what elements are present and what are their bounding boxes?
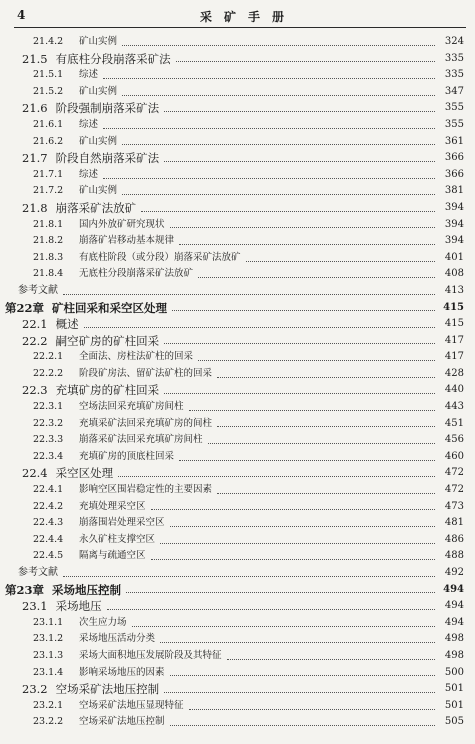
toc-page-number: 417 bbox=[444, 334, 464, 346]
toc-entry-row bbox=[0, 482, 475, 499]
toc-entry-row bbox=[0, 134, 475, 151]
toc-entry-title: 有底柱阶段（或分段）崩落采矿法放矿 bbox=[79, 251, 241, 263]
toc-entry-number: 22.4.2 bbox=[33, 500, 64, 512]
toc-entry-title: 矿山实例 bbox=[79, 85, 118, 97]
toc-entry-number: 21.8.1 bbox=[33, 218, 64, 230]
toc-page-number: 335 bbox=[444, 52, 464, 64]
toc-chapter-row bbox=[0, 582, 475, 599]
toc-entry-number: 21.5 bbox=[22, 51, 48, 66]
dot-leader bbox=[170, 725, 435, 726]
toc-entry-title: 嗣空矿房的矿柱回采 bbox=[55, 333, 160, 348]
toc-entry-row bbox=[0, 449, 475, 466]
toc-entry-number: 21.8.2 bbox=[33, 235, 64, 247]
dot-leader bbox=[217, 426, 435, 427]
toc-entry-number: 23.1 bbox=[22, 599, 48, 614]
toc-page-number: 440 bbox=[444, 384, 464, 396]
toc-entry-number: 23.1.3 bbox=[33, 649, 64, 661]
toc-entry-title: 综述 bbox=[79, 168, 99, 180]
toc-page-number: 494 bbox=[443, 583, 464, 595]
toc-page-number: 366 bbox=[444, 168, 464, 180]
toc-page-number: 381 bbox=[444, 185, 464, 197]
toc-entry-row bbox=[0, 34, 475, 51]
toc-entry-number: 21.6.1 bbox=[33, 118, 64, 130]
toc-entry-row bbox=[0, 598, 475, 615]
toc-entry-title: 矿山实例 bbox=[79, 185, 118, 197]
dot-leader bbox=[160, 543, 435, 544]
dot-leader bbox=[151, 559, 435, 560]
toc-entry-number: 22.3.4 bbox=[33, 450, 64, 462]
toc-entry-row bbox=[0, 84, 475, 101]
toc-entry-title: 阶段强制崩落采矿法 bbox=[55, 101, 160, 116]
dot-leader bbox=[198, 360, 435, 361]
toc-entry-row bbox=[0, 714, 475, 731]
dot-leader bbox=[179, 244, 435, 245]
toc-entry-row bbox=[0, 233, 475, 250]
toc-entry-row bbox=[0, 515, 475, 532]
toc-entry-title: 空场采矿法地压控制 bbox=[79, 716, 165, 728]
toc-entry-title: 采场大面积地压发展阶段及其特征 bbox=[79, 649, 222, 661]
toc-entry-number: 21.6.2 bbox=[33, 135, 64, 147]
toc-page-number: 498 bbox=[444, 649, 464, 661]
toc-entry-title: 崩落围岩处理采空区 bbox=[79, 517, 165, 529]
toc-entry-title: 阶段矿房法、留矿法矿柱的回采 bbox=[79, 367, 213, 379]
dot-leader bbox=[63, 294, 435, 295]
toc-page-number: 472 bbox=[444, 467, 464, 479]
toc-entry-row bbox=[0, 615, 475, 632]
toc-entry-number: 21.5.1 bbox=[33, 69, 64, 81]
toc-entry-row bbox=[0, 250, 475, 267]
toc-page-number: 498 bbox=[444, 633, 464, 645]
toc-page-number: 408 bbox=[444, 268, 464, 280]
toc-page-number: 443 bbox=[444, 401, 464, 413]
dot-leader bbox=[122, 95, 435, 96]
page-number: 4 bbox=[17, 8, 26, 22]
toc-page-number: 456 bbox=[444, 434, 464, 446]
toc-page-number: 394 bbox=[444, 201, 464, 213]
toc-references-row bbox=[0, 565, 475, 582]
toc-page-number: 494 bbox=[444, 600, 464, 612]
toc-entry-number: 22.3.2 bbox=[33, 417, 64, 429]
toc-entry-title: 采场地压 bbox=[55, 599, 102, 614]
toc-entry-row bbox=[0, 349, 475, 366]
dot-leader bbox=[151, 509, 435, 510]
toc-page-number: 335 bbox=[444, 69, 464, 81]
toc-entry-title: 矿柱回采和采空区处理 bbox=[52, 300, 168, 315]
toc-entry-title: 崩落矿岩移动基本规律 bbox=[79, 235, 175, 247]
toc-entry-number: 21.6 bbox=[22, 101, 48, 116]
toc-entry-number: 22.3 bbox=[22, 383, 48, 398]
toc-entry-title: 参考文献 bbox=[18, 284, 58, 296]
toc-entry-number: 22.1 bbox=[22, 317, 48, 332]
toc-page-number: 472 bbox=[444, 484, 464, 496]
toc-entry-row bbox=[0, 432, 475, 449]
toc-entry-title: 参考文献 bbox=[18, 567, 58, 578]
toc-entry-number: 21.7 bbox=[22, 151, 48, 166]
toc-entry-row bbox=[0, 548, 475, 565]
toc-entry-row bbox=[0, 648, 475, 665]
toc-entry-number: 21.8 bbox=[22, 200, 48, 215]
book-title: 采矿手册 bbox=[200, 10, 297, 24]
toc-entry-row bbox=[0, 631, 475, 648]
toc-entry-title: 无底柱分段崩落采矿法放矿 bbox=[79, 268, 194, 280]
toc-entry-number: 第23章 bbox=[5, 582, 45, 597]
toc-page-number: 361 bbox=[444, 135, 464, 147]
toc-entry-title: 空场法回采充填矿房间柱 bbox=[79, 401, 184, 413]
toc-page-number: 473 bbox=[444, 500, 464, 512]
dot-leader bbox=[217, 377, 435, 378]
toc-entry-title: 崩落采矿法回采充填矿房间柱 bbox=[79, 434, 203, 446]
toc-entry-title: 永久矿柱支撑空区 bbox=[79, 533, 156, 545]
toc-page-number: 488 bbox=[444, 550, 464, 562]
toc-entry-number: 23.1.2 bbox=[33, 633, 64, 645]
toc-page-number: 501 bbox=[444, 683, 464, 695]
toc-entry-number: 23.2 bbox=[22, 682, 48, 697]
toc-entry-number: 21.8.4 bbox=[33, 268, 64, 280]
toc-entry-title: 充填采矿法回采充填矿房的间柱 bbox=[79, 417, 213, 429]
dot-leader bbox=[227, 659, 435, 660]
toc-entry-number: 22.3.1 bbox=[33, 401, 64, 413]
toc-entry-title: 有底柱分段崩落采矿法 bbox=[55, 51, 171, 66]
toc-entry-title: 影响空区围岩稳定性的主要因素 bbox=[79, 484, 213, 496]
toc-page-number: 355 bbox=[444, 102, 464, 114]
dot-leader bbox=[141, 211, 435, 212]
toc-entry-title: 矿山实例 bbox=[79, 135, 118, 147]
toc-entry-row bbox=[0, 698, 475, 715]
toc-entry-row bbox=[0, 100, 475, 117]
dot-leader bbox=[164, 692, 435, 693]
toc-entry-number: 21.5.2 bbox=[33, 85, 64, 97]
toc-entry-number: 22.2.1 bbox=[33, 351, 64, 363]
toc-entry-number: 23.1.4 bbox=[33, 666, 64, 678]
toc-page-number: 492 bbox=[444, 567, 464, 578]
toc-entry-number: 21.8.3 bbox=[33, 251, 64, 263]
toc-entry-title: 矿山实例 bbox=[79, 36, 118, 47]
toc-entry-row bbox=[0, 665, 475, 682]
dot-leader bbox=[122, 144, 435, 145]
dot-leader bbox=[103, 78, 435, 79]
dot-leader bbox=[170, 227, 435, 228]
dot-leader bbox=[170, 526, 435, 527]
toc-page-number: 451 bbox=[444, 417, 464, 429]
toc-page-number: 413 bbox=[444, 284, 464, 296]
toc-page-number: 486 bbox=[444, 533, 464, 545]
dot-leader bbox=[122, 194, 435, 195]
toc-entry-number: 21.7.2 bbox=[33, 185, 64, 197]
toc-page-number: 481 bbox=[444, 517, 464, 529]
toc-entry-row bbox=[0, 366, 475, 383]
toc-page-number: 415 bbox=[444, 318, 464, 330]
toc-entry-row bbox=[0, 200, 475, 217]
dot-leader bbox=[246, 261, 435, 262]
toc-entry-number: 22.4.3 bbox=[33, 517, 64, 529]
toc-page-number: 417 bbox=[444, 351, 464, 363]
dot-leader bbox=[164, 343, 435, 344]
toc-entry-row bbox=[0, 681, 475, 698]
toc-entry-number: 21.7.1 bbox=[33, 168, 64, 180]
toc-entry-title: 采场地压活动分类 bbox=[79, 633, 156, 645]
toc-entry-number: 第22章 bbox=[5, 300, 45, 315]
dot-leader bbox=[164, 111, 435, 112]
dot-leader bbox=[189, 410, 435, 411]
toc-entry-number: 22.3.3 bbox=[33, 434, 64, 446]
toc-entry-title: 概述 bbox=[55, 317, 79, 332]
toc-entry-number: 22.2 bbox=[22, 333, 48, 348]
dot-leader bbox=[217, 493, 435, 494]
toc-entry-row bbox=[0, 316, 475, 333]
toc-page-number: 401 bbox=[444, 251, 464, 263]
toc-entry-number: 22.4.4 bbox=[33, 533, 64, 545]
toc-page-number: 428 bbox=[444, 367, 464, 379]
dot-leader bbox=[164, 393, 435, 394]
toc-page-number: 355 bbox=[444, 118, 464, 130]
toc-page-number: 394 bbox=[444, 218, 464, 230]
dot-leader bbox=[103, 128, 435, 129]
toc-entry-row bbox=[0, 51, 475, 68]
toc-page-number: 324 bbox=[444, 36, 464, 47]
toc-entry-row bbox=[0, 167, 475, 184]
toc-entry-title: 综述 bbox=[79, 118, 99, 130]
toc-entry-title: 影响采场地压的因素 bbox=[79, 666, 165, 678]
toc-page-number: 347 bbox=[444, 85, 464, 97]
dot-leader bbox=[63, 576, 435, 577]
toc-entry-title: 充填矿房的顶底柱回采 bbox=[79, 450, 175, 462]
toc-entry-number: 21.4.2 bbox=[33, 36, 64, 47]
toc-entry-number: 23.2.2 bbox=[33, 716, 64, 728]
toc-entry-title: 全面法、房柱法矿柱的回采 bbox=[79, 351, 194, 363]
toc-entry-title: 充填处理采空区 bbox=[79, 500, 146, 512]
dot-leader bbox=[103, 178, 435, 179]
toc-entry-row bbox=[0, 465, 475, 482]
toc-entry-number: 22.4 bbox=[22, 466, 48, 481]
toc-page-number: 494 bbox=[444, 616, 464, 628]
dot-leader bbox=[160, 642, 435, 643]
header-rule bbox=[14, 27, 466, 28]
toc-entry-row bbox=[0, 399, 475, 416]
dot-leader bbox=[170, 675, 435, 676]
toc-page-number: 505 bbox=[444, 716, 464, 728]
dot-leader bbox=[164, 161, 435, 162]
toc-entry-number: 22.2.2 bbox=[33, 367, 64, 379]
dot-leader bbox=[189, 709, 435, 710]
toc-entry-row bbox=[0, 416, 475, 433]
toc-entry-row bbox=[0, 382, 475, 399]
dot-leader bbox=[84, 327, 435, 328]
toc-entry-title: 阶段自然崩落采矿法 bbox=[55, 151, 160, 166]
toc-entry-row bbox=[0, 266, 475, 283]
toc-entry-title: 次生应力场 bbox=[79, 616, 127, 628]
toc-entry-row bbox=[0, 67, 475, 84]
dot-leader bbox=[176, 61, 435, 62]
toc-page-number: 501 bbox=[444, 699, 464, 711]
toc-entry-row bbox=[0, 217, 475, 234]
dot-leader bbox=[179, 460, 435, 461]
dot-leader bbox=[208, 443, 435, 444]
toc-entry-row bbox=[0, 117, 475, 134]
toc-entry-title: 空场采矿法地压控制 bbox=[55, 682, 160, 697]
dot-leader bbox=[126, 592, 435, 593]
toc-entry-number: 23.1.1 bbox=[33, 616, 64, 628]
toc-entry-row bbox=[0, 532, 475, 549]
toc-entry-row bbox=[0, 183, 475, 200]
dot-leader bbox=[107, 609, 435, 610]
toc-entry-number: 22.4.1 bbox=[33, 484, 64, 496]
toc-entry-title: 采场地压控制 bbox=[52, 582, 122, 597]
toc-entry-title: 国内外放矿研究现状 bbox=[79, 218, 165, 230]
dot-leader bbox=[122, 45, 435, 46]
dot-leader bbox=[198, 277, 435, 278]
toc-page-number: 460 bbox=[444, 450, 464, 462]
page-header bbox=[0, 0, 475, 30]
table-of-contents bbox=[0, 34, 475, 731]
dot-leader bbox=[132, 626, 435, 627]
toc-entry-title: 采空区处理 bbox=[55, 466, 114, 481]
toc-entry-title: 崩落采矿法放矿 bbox=[55, 200, 137, 215]
toc-entry-row bbox=[0, 150, 475, 167]
toc-entry-title: 综述 bbox=[79, 69, 99, 81]
toc-page-number: 500 bbox=[444, 666, 464, 678]
toc-page-number: 394 bbox=[444, 235, 464, 247]
toc-page-number: 415 bbox=[443, 301, 464, 313]
toc-entry-title: 空场采矿法地压显现特征 bbox=[79, 699, 184, 711]
dot-leader bbox=[172, 310, 435, 311]
toc-references-row bbox=[0, 283, 475, 300]
toc-chapter-row bbox=[0, 300, 475, 317]
dot-leader bbox=[118, 476, 435, 477]
toc-entry-row bbox=[0, 333, 475, 350]
toc-entry-number: 23.2.1 bbox=[33, 699, 64, 711]
toc-page-number: 366 bbox=[444, 152, 464, 164]
toc-entry-title: 隔离与疏通空区 bbox=[79, 550, 146, 562]
toc-entry-title: 充填矿房的矿柱回采 bbox=[55, 383, 160, 398]
toc-entry-row bbox=[0, 499, 475, 516]
toc-entry-number: 22.4.5 bbox=[33, 550, 64, 562]
